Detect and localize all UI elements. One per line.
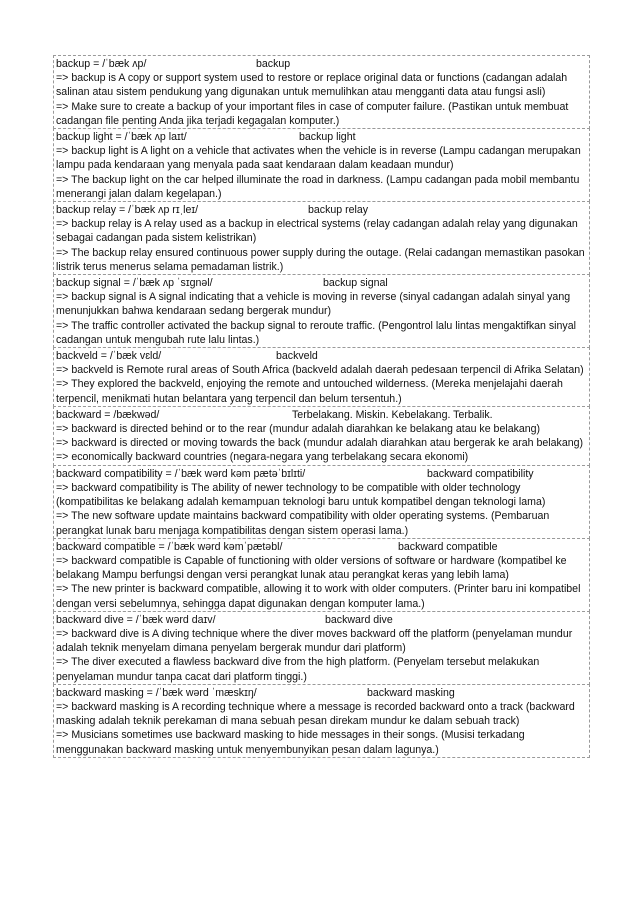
example-line: => The new software update maintains backward compatibility with older operating systems. (Pembaruan perangkat lunak baru menjaga kompatibilitas dengan sistem operasi lama.) — [56, 510, 550, 537]
example-line: => The backup light on the car helped illuminate the road in darkness. (Lampu cadangan pada mobil membantu menerangi jalan dalam kegelapan.) — [56, 173, 580, 200]
dictionary-entry-backward — [53, 406, 590, 466]
entry-header — [56, 408, 587, 422]
headword: backup — [256, 58, 291, 70]
ipa-line: backup signal = /ˈbæk ʌp ˈsɪgnəl/ — [56, 277, 213, 290]
definition-line: => backward is directed behind or to the rear (mundur adalah diarahkan ke belakang atau ke belakang) — [56, 423, 541, 436]
dictionary-entry-backward-dive — [53, 611, 590, 685]
ipa-line: backward masking = /ˈbæk wərd ˈmæskɪŋ/ — [56, 686, 257, 699]
ipa-line: backward = /bækwəd/ — [56, 408, 160, 421]
example-line: => economically backward countries (negara-negara yang terbelakang secara ekonomi) — [56, 451, 469, 464]
entry-header — [56, 540, 587, 554]
definition-line: => backward compatibility is The ability of newer technology to be compatible with older technology (kompatibilitas ke belakang adalah kemampuan teknologi baru untuk kompatibel dengan teknologi lama) — [56, 481, 546, 509]
headword: backward compatibility — [427, 467, 534, 480]
example-line: => Make sure to create a backup of your important files in case of computer failure. (Pastikan untuk membuat cadangan file penting Anda jika terjadi kegagalan komputer.) — [56, 100, 569, 127]
entry-header — [56, 349, 587, 363]
dictionary-entry-backward-compatible — [53, 538, 590, 612]
definition-line: => backward dive is A diving technique where the diver moves backward off the platform (penyelaman mundur adalah teknik menyelam dimana penyelam bergerak mundur dari platform) — [56, 627, 573, 655]
headword: backward dive — [325, 613, 393, 626]
headword: backveld — [276, 350, 318, 363]
example-line: => They explored the backveld, enjoying the remote and untouched wilderness. (Mereka menjelajahi daerah terpencil, menikmati hutan belantara yang terpencil dan belum tersentuh.) — [56, 378, 563, 405]
entry-header — [56, 686, 587, 700]
dictionary-entry-backup-relay — [53, 201, 590, 275]
headword: backward masking — [367, 686, 455, 699]
example-line: => The backup relay ensured continuous power supply during the outage. (Relai cadangan memastikan pasokan listrik terus menerus selama pemadaman listrik.) — [56, 246, 585, 273]
headword: Terbelakang. Miskin. Kebelakang. Terbalik. — [292, 408, 493, 421]
headword: backup signal — [323, 277, 388, 290]
headword: backup relay — [308, 204, 369, 217]
ipa-line: backward compatible = /ˈbæk wərd kəmˈpætəbl/ — [56, 540, 283, 553]
ipa-line: backveld = /ˈbæk vɛld/ — [56, 350, 162, 363]
dictionary-entry-backward-masking — [53, 684, 590, 758]
entry-header — [56, 467, 587, 481]
definition-line: => backup is A copy or support system used to restore or replace original data or functions (cadangan adalah salinan atau sistem pendukung yang digunakan untuk memulihkan atau mengganti data atau fungsi asli) — [56, 72, 568, 99]
entry-header — [56, 613, 587, 627]
definition-line: => backup signal is A signal indicating that a vehicle is moving in reverse (sinyal cadangan adalah sinyal yang menunjukkan bahwa kendaraan sedang bergerak mundur) — [56, 291, 571, 318]
entry-header — [56, 130, 587, 144]
headword: backward compatible — [398, 540, 498, 553]
headword: backup light — [299, 131, 356, 144]
definition-line: => backward masking is A recording technique where a message is recorded backward onto a track (backward masking adalah teknik perekaman di mana sebuah pesan direkam mundur ke dalam sebuah track) — [56, 700, 575, 728]
definition-line: => backward compatible is Capable of functioning with older versions of software or hardware (kompatibel ke belakang Mampu berfungsi dengan versi perangkat lunak atau perangkat keras yang lebih lama) — [56, 554, 567, 582]
example-line: => The diver executed a flawless backward dive from the high platform. (Penyelam tersebut melakukan penyelaman mundur tanpa cacat dari platform tinggi.) — [56, 656, 540, 683]
dictionary-entry-backward-compatibility — [53, 465, 590, 539]
dictionary-entry-backup-signal — [53, 274, 590, 348]
example-line: => The new printer is backward compatible, allowing it to work with older computers. (Printer baru ini kompatibel dengan versi sebelumnya, sehingga dapat digunakan dengan komputer lama.) — [56, 583, 581, 610]
ipa-line: backward dive = /ˈbæk wərd daɪv/ — [56, 613, 216, 626]
example-line: => Musicians sometimes use backward masking to hide messages in their songs. (Musisi terkadang menggunakan backward masking untuk menyembunyikan pesan dalam lagunya.) — [56, 729, 525, 756]
ipa-line: backup relay = /ˈbæk ʌp rɪˌleɪ/ — [56, 204, 199, 217]
definition-line: => backup relay is A relay used as a backup in electrical systems (relay cadangan adalah relay yang digunakan sebagai cadangan pada sistem kelistrikan) — [56, 218, 578, 245]
dictionary-entry-backup-light — [53, 128, 590, 202]
entry-header — [56, 57, 587, 71]
definition-line: => backveld is Remote rural areas of South Africa (backveld adalah daerah pedesaan terpencil di Afrika Selatan) — [56, 364, 584, 377]
entry-header — [56, 276, 587, 290]
ipa-line: backup light = /ˈbæk ʌp laɪt/ — [56, 131, 187, 144]
example-line: => The traffic controller activated the backup signal to reroute traffic. (Pengontrol lalu lintas mengaktifkan sinyal cadangan untuk mengubah rute lalu lintas.) — [56, 319, 576, 346]
ipa-line: backup = /ˈbæk ʌp/ — [56, 58, 147, 70]
dictionary-entry-backveld — [53, 347, 590, 407]
dictionary-entry-backup — [53, 55, 590, 129]
entry-header — [56, 203, 587, 217]
ipa-line: backward compatibility = /ˈbæk wərd kəm pætəˈbɪlɪti/ — [56, 467, 306, 480]
dictionary-document — [53, 56, 590, 758]
definition-line: => backward is directed or moving towards the back (mundur adalah diarahkan atau bergerak ke arah belakang) — [56, 437, 584, 450]
definition-line: => backup light is A light on a vehicle that activates when the vehicle is in reverse (Lampu cadangan merupakan lampu pada kendaraan yang menyala pada saat kendaraan dalam keadaan mundur) — [56, 145, 581, 172]
